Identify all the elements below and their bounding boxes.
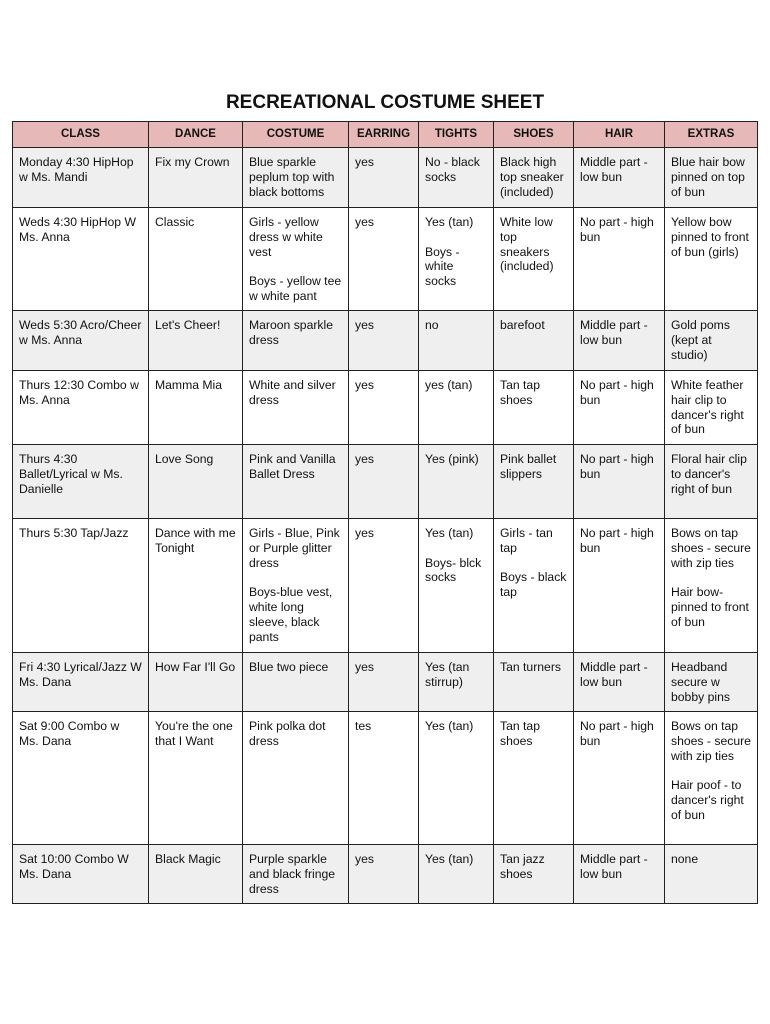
shoes-cell: Tan tap shoes <box>494 712 574 845</box>
costume-cell <box>243 208 349 311</box>
tights-boys-text: Boys- blck socks <box>425 555 482 585</box>
header-row <box>13 122 758 148</box>
costume-boys-text: Boys-blue vest, white long sleeve, black pants <box>249 585 333 644</box>
shoes-cell: Tan tap shoes <box>494 371 574 445</box>
dance-cell: Dance with me Tonight <box>149 519 243 653</box>
tights-cell <box>419 208 494 311</box>
costume-cell: Pink and Vanilla Ballet Dress <box>243 445 349 519</box>
extras-cell: Gold poms (kept at studio) <box>665 311 758 371</box>
dance-cell: Fix my Crown <box>149 148 243 208</box>
table-row <box>13 148 758 208</box>
dance-cell: How Far I'll Go <box>149 653 243 712</box>
extras-shoes-text: Bows on tap shoes - secure with zip ties <box>671 526 751 570</box>
earring-cell: yes <box>349 311 419 371</box>
tights-cell: Yes (tan) <box>419 712 494 845</box>
extras-cell: White feather hair clip to dancer's right of bun <box>665 371 758 445</box>
shoes-cell: Tan jazz shoes <box>494 845 574 904</box>
tights-cell: yes (tan) <box>419 371 494 445</box>
class-cell: Monday 4:30 HipHop w Ms. Mandi <box>13 148 149 208</box>
hair-cell: No part - high bun <box>574 712 665 845</box>
hair-cell: Middle part - low bun <box>574 653 665 712</box>
tights-cell: no <box>419 311 494 371</box>
costume-girls-text: Girls - Blue, Pink or Purple glitter dress <box>249 526 340 570</box>
tights-cell: Yes (tan) <box>419 845 494 904</box>
table-row <box>13 371 758 445</box>
page-title: RECREATIONAL COSTUME SHEET <box>225 92 545 113</box>
column-header-earring: EARRING <box>349 122 419 148</box>
hair-cell: Middle part - low bun <box>574 311 665 371</box>
class-cell: Thurs 12:30 Combo w Ms. Anna <box>13 371 149 445</box>
costume-table <box>12 121 758 904</box>
tights-cell: No - black socks <box>419 148 494 208</box>
extras-cell: Floral hair clip to dancer's right of bun <box>665 445 758 519</box>
tights-cell: Yes (tan stirrup) <box>419 653 494 712</box>
dance-cell: Classic <box>149 208 243 311</box>
shoes-cell: White low top sneakers (included) <box>494 208 574 311</box>
earring-cell: tes <box>349 712 419 845</box>
costume-boys-text: Boys - yellow tee w white pant <box>249 274 342 303</box>
column-header-tights: TIGHTS <box>419 122 494 148</box>
column-header-hair: HAIR <box>574 122 665 148</box>
earring-cell: yes <box>349 519 419 653</box>
table-row <box>13 519 758 653</box>
costume-cell: Maroon sparkle dress <box>243 311 349 371</box>
extras-hair-text: Hair bow- pinned to front of bun <box>671 585 749 629</box>
extras-cell: none <box>665 845 758 904</box>
extras-cell <box>665 712 758 845</box>
table-row <box>13 311 758 371</box>
costume-girls-text: Girls - yellow dress w white vest <box>249 215 323 259</box>
dance-cell: Mamma Mia <box>149 371 243 445</box>
costume-cell <box>243 519 349 653</box>
extras-cell: Yellow bow pinned to front of bun (girls) <box>665 208 758 311</box>
shoes-cell: Black high top sneaker (included) <box>494 148 574 208</box>
class-cell: Thurs 4:30 Ballet/Lyrical w Ms. Danielle <box>13 445 149 519</box>
hair-cell: No part - high bun <box>574 208 665 311</box>
column-header-extras: EXTRAS <box>665 122 758 148</box>
earring-cell: yes <box>349 371 419 445</box>
shoes-boys-text: Boys - black tap <box>500 570 567 600</box>
class-cell: Thurs 5:30 Tap/Jazz <box>13 519 149 653</box>
tights-girls-text: Yes (tan) <box>425 526 474 540</box>
dance-cell: Let's Cheer! <box>149 311 243 371</box>
tights-girls-text: Yes (tan) <box>425 215 474 229</box>
table-row <box>13 208 758 311</box>
shoes-cell <box>494 519 574 653</box>
column-header-costume: COSTUME <box>243 122 349 148</box>
hair-cell: Middle part - low bun <box>574 845 665 904</box>
costume-cell: Blue two piece <box>243 653 349 712</box>
table-row <box>13 653 758 712</box>
class-cell: Weds 4:30 HipHop W Ms. Anna <box>13 208 149 311</box>
class-cell: Weds 5:30 Acro/Cheer w Ms. Anna <box>13 311 149 371</box>
tights-cell <box>419 519 494 653</box>
hair-cell: No part - high bun <box>574 445 665 519</box>
shoes-girls-text: Girls - tan tap <box>500 526 553 555</box>
class-cell: Sat 9:00 Combo w Ms. Dana <box>13 712 149 845</box>
extras-cell <box>665 519 758 653</box>
hair-cell: No part - high bun <box>574 371 665 445</box>
costume-cell: Purple sparkle and black fringe dress <box>243 845 349 904</box>
earring-cell: yes <box>349 845 419 904</box>
class-cell: Fri 4:30 Lyrical/Jazz W Ms. Dana <box>13 653 149 712</box>
column-header-dance: DANCE <box>149 122 243 148</box>
extras-cell: Headband secure w bobby pins <box>665 653 758 712</box>
dance-cell: Love Song <box>149 445 243 519</box>
costume-cell: White and silver dress <box>243 371 349 445</box>
extras-shoes-text: Bows on tap shoes - secure with zip ties <box>671 719 751 763</box>
hair-cell: Middle part - low bun <box>574 148 665 208</box>
column-header-shoes: SHOES <box>494 122 574 148</box>
tights-boys-text: Boys - white socks <box>425 244 460 289</box>
extras-cell: Blue hair bow pinned on top of bun <box>665 148 758 208</box>
tights-cell: Yes (pink) <box>419 445 494 519</box>
table-row <box>13 445 758 519</box>
earring-cell: yes <box>349 653 419 712</box>
earring-cell: yes <box>349 445 419 519</box>
table-row <box>13 712 758 845</box>
earring-cell: yes <box>349 208 419 311</box>
costume-cell: Blue sparkle peplum top with black bottoms <box>243 148 349 208</box>
column-header-class: CLASS <box>13 122 149 148</box>
shoes-cell: barefoot <box>494 311 574 371</box>
dance-cell: Black Magic <box>149 845 243 904</box>
table-row <box>13 845 758 904</box>
costume-cell: Pink polka dot dress <box>243 712 349 845</box>
shoes-cell: Pink ballet slippers <box>494 445 574 519</box>
class-cell: Sat 10:00 Combo W Ms. Dana <box>13 845 149 904</box>
shoes-cell: Tan turners <box>494 653 574 712</box>
extras-hair-text: Hair poof - to dancer's right of bun <box>671 778 744 822</box>
earring-cell: yes <box>349 148 419 208</box>
dance-cell: You're the one that I Want <box>149 712 243 845</box>
hair-cell: No part - high bun <box>574 519 665 653</box>
